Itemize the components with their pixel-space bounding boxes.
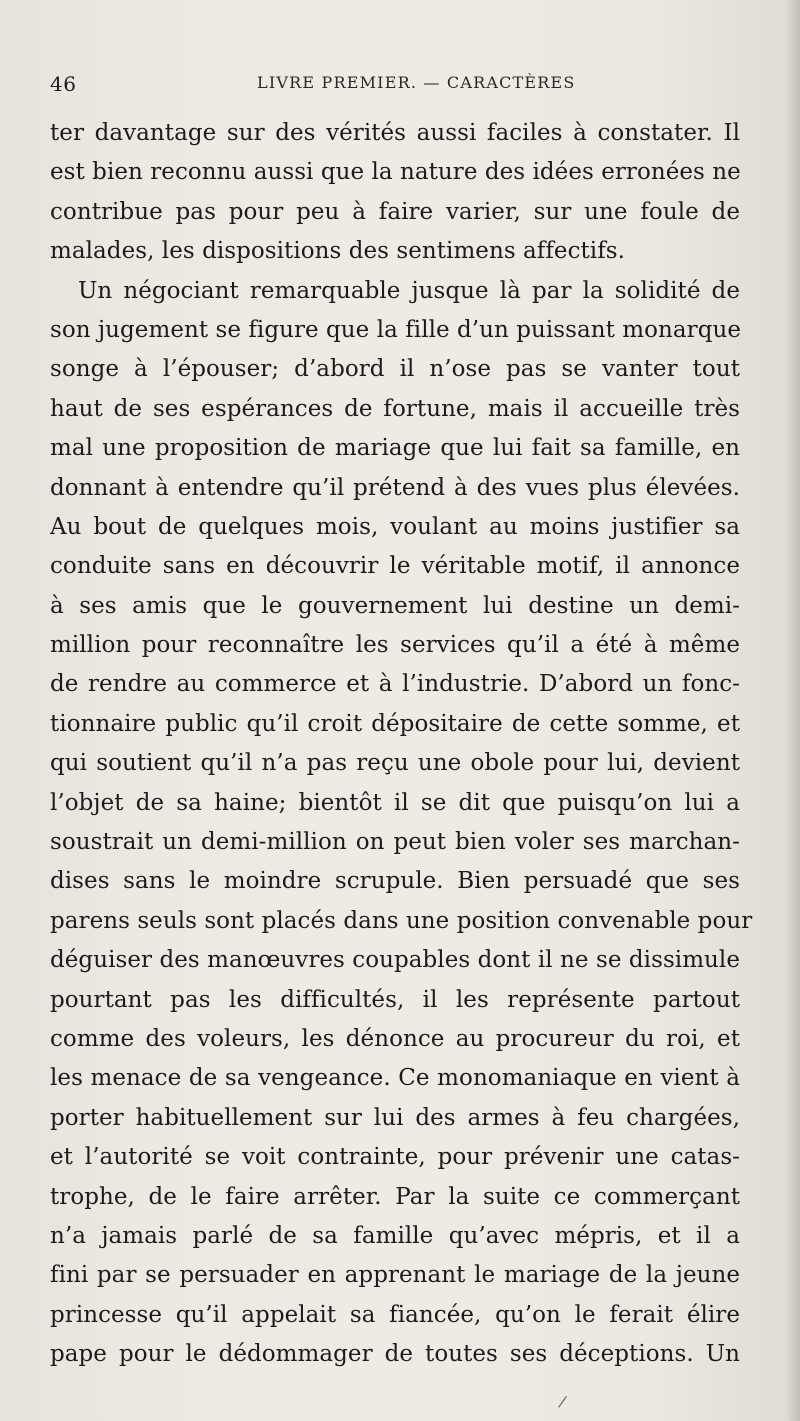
text-line: trophe, de le faire arrêter. Par la suite ce commerçant <box>50 1183 740 1210</box>
text-line: l’objet de sa haine; bientôt il se dit que puisqu’on lui a <box>50 789 740 816</box>
text-line: donnant à entendre qu’il prétend à des vues plus élevées. <box>50 474 740 501</box>
text-line: ter davantage sur des vérités aussi faciles à constater. Il <box>50 120 740 146</box>
text-line: et l’autorité se voit contrainte, pour prévenir une catas- <box>50 1144 740 1171</box>
text-line: comme des voleurs, les dénonce au procureur du roi, et <box>50 1025 740 1052</box>
stray-mark: / <box>557 1391 569 1412</box>
text-line: à ses amis que le gouvernement lui destine un demi- <box>50 592 740 619</box>
text-line: n’a jamais parlé de sa famille qu’avec mépris, et il a <box>50 1222 740 1249</box>
text-line: dises sans le moindre scrupule. Bien persuadé que ses <box>50 868 740 895</box>
text-line: haut de ses espérances de fortune, mais il accueille très <box>50 395 740 422</box>
text-line: parens seuls sont placés dans une position convenable pour <box>50 907 753 934</box>
text-line: qui soutient qu’il n’a pas reçu une obole pour lui, devient <box>50 750 740 777</box>
text-line: pape pour le dédommager de toutes ses déceptions. Un <box>50 1341 740 1368</box>
running-head-title: LIVRE PREMIER. — CARACTÈRES <box>257 73 576 92</box>
text-line: soustrait un demi-million on peut bien voler ses marchan- <box>50 829 740 856</box>
page-edge-shadow <box>786 0 800 1421</box>
text-line: déguiser des manœuvres coupables dont il ne se dissimule <box>50 947 740 974</box>
text-line: Au bout de quelques mois, voulant au moins justifier sa <box>50 513 740 540</box>
text-line: million pour reconnaître les services qu’il a été à même <box>50 632 740 659</box>
text-line: songe à l’épouser; d’abord il n’ose pas se vanter tout <box>50 356 740 383</box>
text-line: princesse qu’il appelait sa fiancée, qu’on le ferait élire <box>50 1301 740 1328</box>
text-line: porter habituellement sur lui des armes à feu chargées, <box>50 1104 740 1131</box>
text-line: mal une proposition de mariage que lui fait sa famille, en <box>50 435 740 462</box>
body-text <box>50 114 753 1375</box>
text-line: de rendre au commerce et à l’industrie. D’abord un fonc- <box>50 671 740 698</box>
paragraph-start-line: Un négociant remarquable jusque là par la solidité de <box>78 277 740 304</box>
text-line: les menace de sa vengeance. Ce monomaniaque en vient à <box>50 1065 740 1092</box>
running-head <box>50 72 640 102</box>
text-line: pourtant pas les difficultés, il les représente partout <box>50 986 740 1013</box>
text-line: malades, les dispositions des sentimens affectifs. <box>50 238 625 265</box>
text-line: son jugement se figure que la fille d’un puissant monarque <box>50 316 742 343</box>
text-line: tionnaire public qu’il croit dépositaire de cette somme, et <box>50 710 740 737</box>
text-line: fini par se persuader en apprenant le mariage de la jeune <box>50 1262 740 1289</box>
text-line: conduite sans en découvrir le véritable motif, il annonce <box>50 553 740 580</box>
text-line: contribue pas pour peu à faire varier, sur une foule de <box>50 198 740 225</box>
text-line: est bien reconnu aussi que la nature des idées erronées ne <box>50 159 741 186</box>
page-number: 46 <box>50 72 77 96</box>
